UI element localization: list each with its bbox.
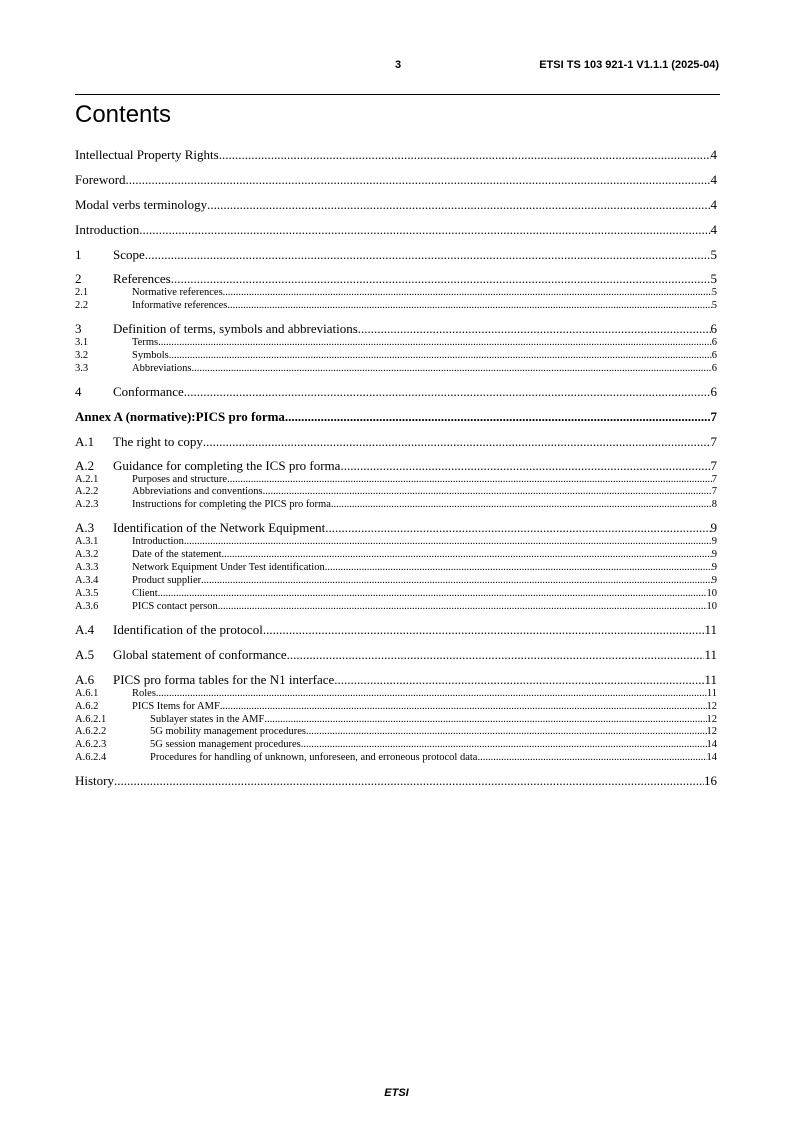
toc-entry-informative-references[interactable]: 2.2 Informative references ..... 5: [75, 300, 717, 313]
toc-entry-right-to-copy[interactable]: A.1 The right to copy ..... 7: [75, 434, 717, 450]
toc-entry-foreword[interactable]: Foreword ..... 4: [75, 172, 717, 188]
toc-entry-purposes[interactable]: A.2.1 Purposes and structure ..... 7: [75, 474, 717, 487]
table-of-contents: [75, 147, 717, 789]
page-number: 3: [394, 59, 402, 71]
toc-entry-symbols[interactable]: 3.2 Symbols ..... 6: [75, 350, 717, 363]
toc-entry-product-supplier[interactable]: A.3.4 Product supplier ..... 9: [75, 575, 717, 588]
toc-entry-introduction[interactable]: Introduction ..... 4: [75, 222, 717, 238]
toc-entry-global-statement[interactable]: A.5 Global statement of conformance ..... 11: [75, 647, 717, 663]
toc-entry-terms[interactable]: 3.1 Terms ..... 6: [75, 337, 717, 350]
toc-entry-date-of-statement[interactable]: A.3.2 Date of the statement ..... 9: [75, 549, 717, 562]
toc-entry-neut-identification[interactable]: A.3.3 Network Equipment Under Test identification ..... 9: [75, 562, 717, 575]
toc-entry-history[interactable]: History ..... 16: [75, 773, 717, 789]
toc-entry-pics-items-amf[interactable]: A.6.2 PICS Items for AMF ..... 12: [75, 701, 717, 714]
toc-entry-roles[interactable]: A.6.1 Roles ..... 11: [75, 688, 717, 701]
toc-entry-a31-introduction[interactable]: A.3.1 Introduction ..... 9: [75, 536, 717, 549]
toc-entry-modal-verbs[interactable]: Modal verbs terminology ..... 4: [75, 197, 717, 213]
toc-entry-pics-contact[interactable]: A.3.6 PICS contact person ..... 10: [75, 601, 717, 614]
toc-entry-abbreviations[interactable]: 3.3 Abbreviations ..... 6: [75, 363, 717, 376]
toc-entry-5g-session[interactable]: A.6.2.3 5G session management procedures ..... 14: [75, 739, 717, 752]
toc-entry-guidance[interactable]: A.2 Guidance for completing the ICS pro forma ..... 7: [75, 458, 717, 474]
footer-etsi: ETSI: [384, 1087, 409, 1099]
document-id: ETSI TS 103 921-1 V1.1.1 (2025-04): [539, 59, 719, 71]
toc-entry-intellectual-property-rights[interactable]: Intellectual Property Rights ..... 4: [75, 147, 717, 163]
toc-entry-pics-tables[interactable]: A.6 PICS pro forma tables for the N1 interface ..... 11: [75, 672, 717, 688]
toc-entry-abbreviations-conventions[interactable]: A.2.2 Abbreviations and conventions ..... 7: [75, 486, 717, 499]
toc-entry-identification-network-equipment[interactable]: A.3 Identification of the Network Equipment ..... 9: [75, 520, 717, 536]
toc-entry-definitions[interactable]: 3 Definition of terms, symbols and abbreviations ..... 6: [75, 321, 717, 337]
toc-entry-instructions[interactable]: A.2.3 Instructions for completing the PICS pro forma ..... 8: [75, 499, 717, 512]
toc-entry-normative-references[interactable]: 2.1 Normative references ..... 5: [75, 287, 717, 300]
toc-entry-annex-a[interactable]: Annex A (normative): PICS pro forma ..... 7: [75, 409, 717, 425]
toc-entry-conformance[interactable]: 4 Conformance ..... 6: [75, 384, 717, 400]
toc-entry-5g-mobility[interactable]: A.6.2.2 5G mobility management procedures ..... 12: [75, 726, 717, 739]
header-rule: [75, 94, 720, 95]
page-title: Contents: [75, 101, 172, 128]
toc-entry-client[interactable]: A.3.5 Client ..... 10: [75, 588, 717, 601]
toc-entry-erroneous-data[interactable]: A.6.2.4 Procedures for handling of unknown, unforeseen, and erroneous protocol data ..... 14: [75, 752, 717, 765]
toc-entry-identification-protocol[interactable]: A.4 Identification of the protocol ..... 11: [75, 622, 717, 638]
toc-entry-references[interactable]: 2 References ..... 5: [75, 271, 717, 287]
toc-entry-scope[interactable]: 1 Scope ..... 5: [75, 247, 717, 263]
toc-entry-sublayer-states[interactable]: A.6.2.1 Sublayer states in the AMF ..... 12: [75, 714, 717, 727]
